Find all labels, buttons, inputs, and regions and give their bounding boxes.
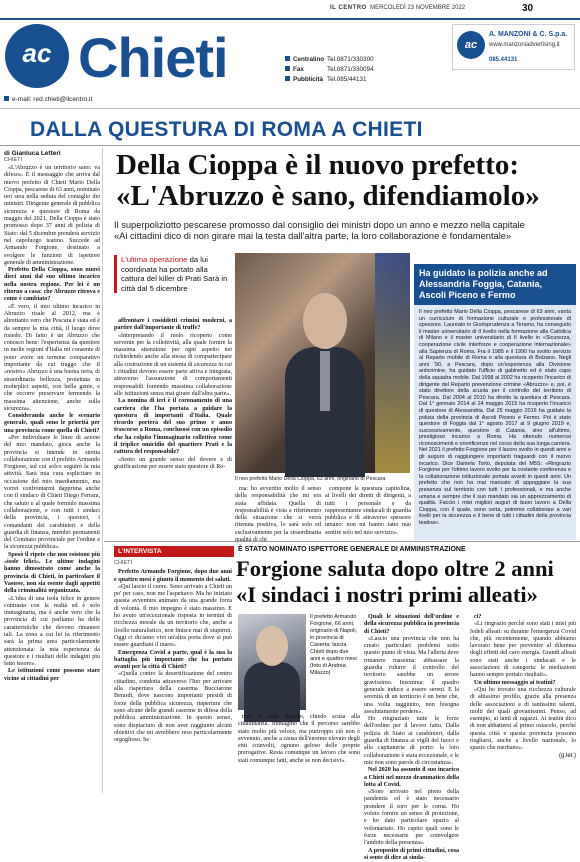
paragraph: «Interpretando il ruolo ricoperto come servente per la collettività, alla quale fornire la massima attenzione per ogni aspetto nei richiedendo anche alla stessa di compartecipare alla costruzione di un sistema di sicurezza in cui i cittadini devono essere parte attiva e integrata, attraverso l'assunzione di comportamenti responsabili fornendo massima collaborazione alle istituzioni senza mai girare dall'altra parte». [114,333,232,399]
advertiser-phone: 085.44131 [489,57,517,63]
paragraph: «Lascio una provincia che non ha creato particolari problemi sotto questo punto di vista. Ma l'allerta deve rimanere massima: abbassare la guardia ridurre il controllo del territorio sarebbe un errore gravissimo. Insomma: il quadro generale induce a essere sereni. E la serenità di un territorio è un bene che, una volta raggiunto, non bisogna assolutamente perdere». [364,636,459,716]
question: Prefetto Armando Forgione, dopo due anni e quattro mesi è giunto il momento dei saluti. [114,569,232,584]
article2-column-4 [470,614,576,794]
section-city-title: Chieti [78,28,228,88]
photo-caption: Il neo prefetto Mario Della Cioppa, 63 anni, originario di Pescara [235,476,413,482]
square-bullet-icon [4,96,9,101]
paper-name: IL CENTRO [330,5,367,11]
interview-tag: L'INTERVISTA [114,546,234,557]
article-kicker: DALLA QUESTURA DI ROMA A CHIETI [30,118,423,142]
paragraph: «L'Abruzzo è un territorio sano: va difeso». È il messaggio che arriva dal nuovo prefetto di Chieti Mario Della Cioppa, pescarese di 63 anni, nominato ieri sera nella seduta del consiglio dei ministri. Dirigente generale di pubblica sicurezza e questore di Roma da maggio del 2021, Della Cioppa è stato promosso dopo 37 anni di polizia di Stato: dal 5 dicembre prenderà servizio nel capoluogo teatino. Succede ad Armando Forgione, destinato a svolgere le funzioni di ispettore generale di amministrazione. [4,165,100,267]
question: Sposò il ripete che non esistono più «isole felici». Le ultime indagini hanno dimostrato come anche la provincia di Chieti, in particolare il Vastese, non sia esente dagli appetiti della criminalità organizzata. [4,552,100,596]
masthead-rule [0,108,580,109]
paragraph: «Sono arrivato nel pieno della pandemia ed è stato necessario prendere il toro per le corna. Ho voluto fornire un senso di protezione, e ho dato particolare spazio al volontariato. Ho capito quali sono le forze necessarie per coinvolgere l'ambito della presenza». [364,789,459,847]
issue-date: MERCOLEDÌ 23 NOVEMBRE 2022 [370,5,465,11]
paragraph: «È vero, il mio ultimo incarico in Abruzzo risale al 2012, ma è altrettanto vero che Pescara è stata ed è da sempre la mia città, il luogo dove risiedo. Di fatto è un Abruzzo che conosco bene: l'esperienza da questore in molte regioni d'Italia mi consente di poter avere un termine comparativo importante da cui traggo che il «nostro» Abruzzo è una buona terra, di straordinaria bellezza, proiettata in molteplici aspetti, con bella gente, e che occorre preservare fermendo la massima attenzione, anche sulla sicurezza». [4,304,100,413]
square-bullet-icon [285,56,290,61]
dateline: CHIETI [4,157,100,163]
page-number: 30 [522,3,533,14]
masthead [0,0,580,110]
article2-column-3 [364,614,459,794]
photo-caption-2: Il prefetto Armando Forgione, 66 anni, originario di Napoli, in provincia di Caserta: lascia Chieti dopo due anni e quattro mesi (foto di Andrea Milazzo) [310,614,360,677]
pull-quote [114,255,232,293]
flag-shape [375,253,410,473]
paragraph: «Qui lascio il cuore. Sono arrivato a Chieti un po' per caso, non me l'aspettavo. Ma ho iniziato questa avventura animato da una grande forza di volontà. Il mio impegno è stato massimo. E ho avuto un'eccezionale risposta in termini di ricchezza morale da un territorio che, anche a livello naturalistico, non finisce mai di stupirmi. Oggi ci diciamo vivi un'altra porta dove si può essere guardiani il mare». [114,584,232,650]
advertiser-site[interactable]: www.manzoniadvertising.it [489,42,560,48]
pull-quote-text: da lui coordinata ha portato alla cattura del killer di Prati Sarà in città dal 5 dicembre [121,255,227,293]
person-figure [285,283,365,473]
paragraph: «Qui ho trovato una ricchezza culturale di altissimo profilo, grazie alla presenza delle associazioni e di tantissimi talenti, molti dei quali giovanissimi. Penso, ad esempio, ai tanti di ragazzi. Ai teatini dico di non abbattersi al primo ostacolo, perché questa città e questa provincia possono risgliarsi, anche a livello nazionale, lo spazio che meritano». [470,687,576,753]
paragraph: «Sento un grande senso del dovere e di gratificazione per essere stato questore di Ro- [114,457,232,472]
section-rule [104,541,580,542]
article1-column-4 [325,486,411,538]
article2-column-2 [238,714,360,794]
email-line[interactable]: e-mail: red.chieti@ilcentro.it [4,96,92,103]
paragraph: «L'idea di una isola felice in genere contrasta con la realtà ed è solo immaginaria, ma è anche vero che la provincia di cui parliamo ha delle caratteristiche che devono rimanere tali. La zona a cui lei fa riferimento sarà la prima area particolarmente attenzionata: la mia esperienza da questore e i risultati delle indagini più fatto tesoro». [4,596,100,669]
top-line [330,5,580,19]
sidebar-box [414,264,576,540]
article2-kicker: È STATO NOMINATO ISPETTORE GENERALE DI AMMINISTRAZIONE [238,546,466,553]
signature: (g.let.) [470,753,576,760]
square-bullet-icon [285,76,290,81]
paragraph: Ho ringraziato tutte le forze dell'ordine per il lavoro fatto. Dalla polizia di Stato ai carabinieri, dalla guardia di finanza ai vigili del fuoco e alla capitaneria di porto: la loro collaborazione è stata eccezionale, e le mie non sono parole di circostanza». [364,716,459,767]
advertiser-name: A. MANZONI & C. S.p.a. [489,31,567,38]
question: La nomina di ieri è il coronamento di una carriera che l'ha portata a guidare la questura di importanti d'Italia. Quale ricordo porterà del suo primo e anno trascorso a Roma, conclusosi con un episodio che ha colpito l'immaginario collettivo come il triplice omicidio del quartiere Prati e la cattura del responsabile? [114,398,232,456]
question: A proposito di primi cittadini, cosa si sente di dire ai sinda- [364,848,459,862]
question: Nel 2020 ha assunto il suo incarico a Chieti nel mezzo drammatico della lotta al Covid. [364,767,459,789]
question: Quali le situazioni dell'ordine e della sicurezza pubblica in provincia di Chieti? [364,614,459,636]
article1-subhead: Il superpoliziotto pescarese promosso dal consiglio dei ministri dopo un anno e mezzo nella capitale «Ai cittadini dico di non girare mai la testa dall'altra parte, la loro collaborazione è fondamentale» [114,220,576,242]
prefect-photo [235,253,410,473]
contact-row: Fax Tel.0871/330094 [285,65,374,75]
paragraph: compone la questura capitolina, ai livelli dei diretti di dirigenti, a tutti i personale e da rappresentanze sindacali di guardia pubblica e di attraverso spessore umano: non mi hanno fatto mai sentire solo nel mio servizio». [325,486,411,537]
article1-headline: Della Cioppa è il nuovo prefetto: «L'Abruzzo è sano, difendiamolo» [116,150,576,212]
article1-column-3 [235,486,321,538]
sidebar-body: Il neo prefetto Mario Della Cioppa, pescarese di 63 anni, vanta un curriculum di formazione culturale e professionale di spessore. Laureato in Giurisprudenza a Teramo, ha conseguito il master universitario di II livello nella formazione alla Cattolica di Milano e il master universitario di II livello in «Sicurezza, cooperazione civile interforze e cooperazione internazionale» alla Sapienza di Roma. Fra il 1985 e il 1990 ha svolto servizio al Reparto mobile di Roma e alla questura di Bolzano. Negli anni '90, a Pescara, dopo un'esperienza alla Divisione anticrimine, ha guidato l'ufficio di gabinetto ed è stato capo della squadra mobile. Dal 1998 al 2002 ha ricoperto l'incarico di dirigente del Reparto prevenzione crimine «Abruzzo» e, poi, è stato direttore della scuola per il controllo del territorio di Pescara. Dal 2004 al 2010 ha diretto la questura di Pescara. Dal 1° gennaio 2014 al 24 maggio 2015 ha ricoperto l'incarico di questore di Alessandria. Dal 25 maggio 2016 ha guidato la polizia della provincia di Ascoli Piceno e Fermo. Poi è stato questore di Foggia dal 1° agosto 2017 al 9 giugno 2019 e, successivamente, questore di Catania, sino all'ultimo, prestigioso incarico a Roma. Ha ottenuto numerosi riconoscimenti e onorificenze nel corso della sua lunga carriera. Nel 2021 il prefetto Forgione per il lavoro svolto in questi anni e gli auguro di raggiungere importanti traguardi con il nuovo incarico. Dice Daniela Torto, deputata del M5S: «Ringrazio Forgione per l'ottimo lavoro svolto per la costante conferenza e la collaborazione istituzionale portata avanti in questi anni. Un prefetto che non ha mai mancato di appoggiare la sua presenza sul territorio con tutti i professionali, e ma anche umana e sempre che il suo mandato sia un apprezzamento di qualità. Faccio i miei migliori auguri di buon lavoro a Della Cioppa, con il quale, sono certa, potremo collaborare a vari livelli per la sicurezza e il bene di tutti i cittadini della provincia teatina». [414,305,576,531]
sidebar-headline: Ha guidato la polizia anche ad Alessandria Foggia, Catania, Ascoli Piceno e Fermo [414,264,576,305]
question: Prefetto Della Cioppa, sono nuovi dieci anni dal suo ultimo incarico nella nostra regione. Per lei è un ritorno a casa: che Abruzzo ritrova e come è cambiato? [4,267,100,303]
question: Le istituzioni come possono stare vicine ai cittadini per [4,668,100,683]
dateline: CHIETI [114,560,232,567]
paragraph: affrontare i cosiddetti crimini moderni, a partire dall'importante di truffe? [114,318,232,333]
article2-column-1 [114,560,232,795]
paragraph: ma: ho avvertito molto il senso della responsabilità che mi era stata affidata. Quella di responsabilità è vista a riferimento della situazione che si verrà ritenuta positiva, lo sarà solo ed esclusivamente per la straordinaria [235,486,321,544]
byline: di Gianluca Letteri [4,150,100,157]
pull-quote-lead: L'ultima operazione [121,255,187,264]
paragraph: «Per individuare le linee di azione del mio mandato, gioca anche la provincia si intende in stretta collaborazione con il prefetto Armando Forgione, sul cui solco seguirò la mia attività. Sarà mia cura esplicitare in occasione del mio insediamento, ma vorrei confrontarmi dapprima anche con il sindaco di Chieti Diego Ferrara, che saluto e al quale formulo massima collaborazione, e con tutti i sindaci della provincia, i questori, i comandanti dei carabinieri e della guardia di finanza, membri permanenti del Comitato provinciale per l'ordine e la sicurezza pubblica». [4,435,100,552]
article1-column-2 [114,318,232,536]
article1-body [4,165,100,683]
contacts-block [285,55,374,85]
forgione-photo [238,614,306,710]
paragraph: «Quella contro la desertificazione del centro cittadino, condotta attraverso l'Iter per arrivare alla riapertura della caserma Bucciarone Berardi, dove nascono importanti presidi di forze della pubblica sicurezza, riapertura che sono alcune delle grandi caserme in difesa della pubblica amministrazione. In questo senso, sono dispiaciuto di non aver raggiunto alcuni obiettivi che mi avrebbero reso particolarmente orgoglioso. Se [114,671,232,744]
paragraph: «Li ringrazio perché sono stati i miei più fedeli alleati: su durante l'emergenza Covid che, più recentemente, quando abbiamo lavorato bene per prevenire al dilemma degli effetti del caro energia. Grandi alleati sono stati anche i sindacati e le associazioni di categoria: le mediazioni hanno sempre portato risultati». [470,621,576,679]
question: Un ultimo messaggio ai teatini? [470,680,576,687]
advertiser-logo-icon: ac [457,31,485,59]
contact-row: Pubblicità Tel.085/44131 [285,75,374,85]
paragraph: non ci sono riuscito, chiedo scusa alla cittadinanza. Immagino che il percorso sarebbe stato molto più veloce, ma purtroppo ciò non è avvenuto, anche a causa dell'enorme elevato degli enti coinvolti, ognuno geloso delle proprie prerogative. Resta comunque un lavoro che sono stati comunque fatti, anche se non decisivi». [238,714,360,765]
column-rule [102,148,103,793]
question: ci? [470,614,576,621]
top-rule [0,18,580,20]
question: Considerando anche le scenario generale, quali sono le priorità per una provincia come quella di Chieti? [4,413,100,435]
advertiser-box[interactable] [452,24,575,70]
square-bullet-icon [285,66,290,71]
kicker-rule [0,145,580,146]
contact-row: Centralino Tel.0871/330300 [285,55,374,65]
question: Emergenza Covid a parte, qual è la sua la battaglia più importante che ha portato avanti per la città di Chieti? [114,650,232,672]
article1-column-1 [4,150,100,795]
ac-logo-icon: ac [5,24,69,88]
article2-headline: Forgione saluta dopo oltre 2 anni «I sindaci i nostri primi alleati» [236,556,580,608]
